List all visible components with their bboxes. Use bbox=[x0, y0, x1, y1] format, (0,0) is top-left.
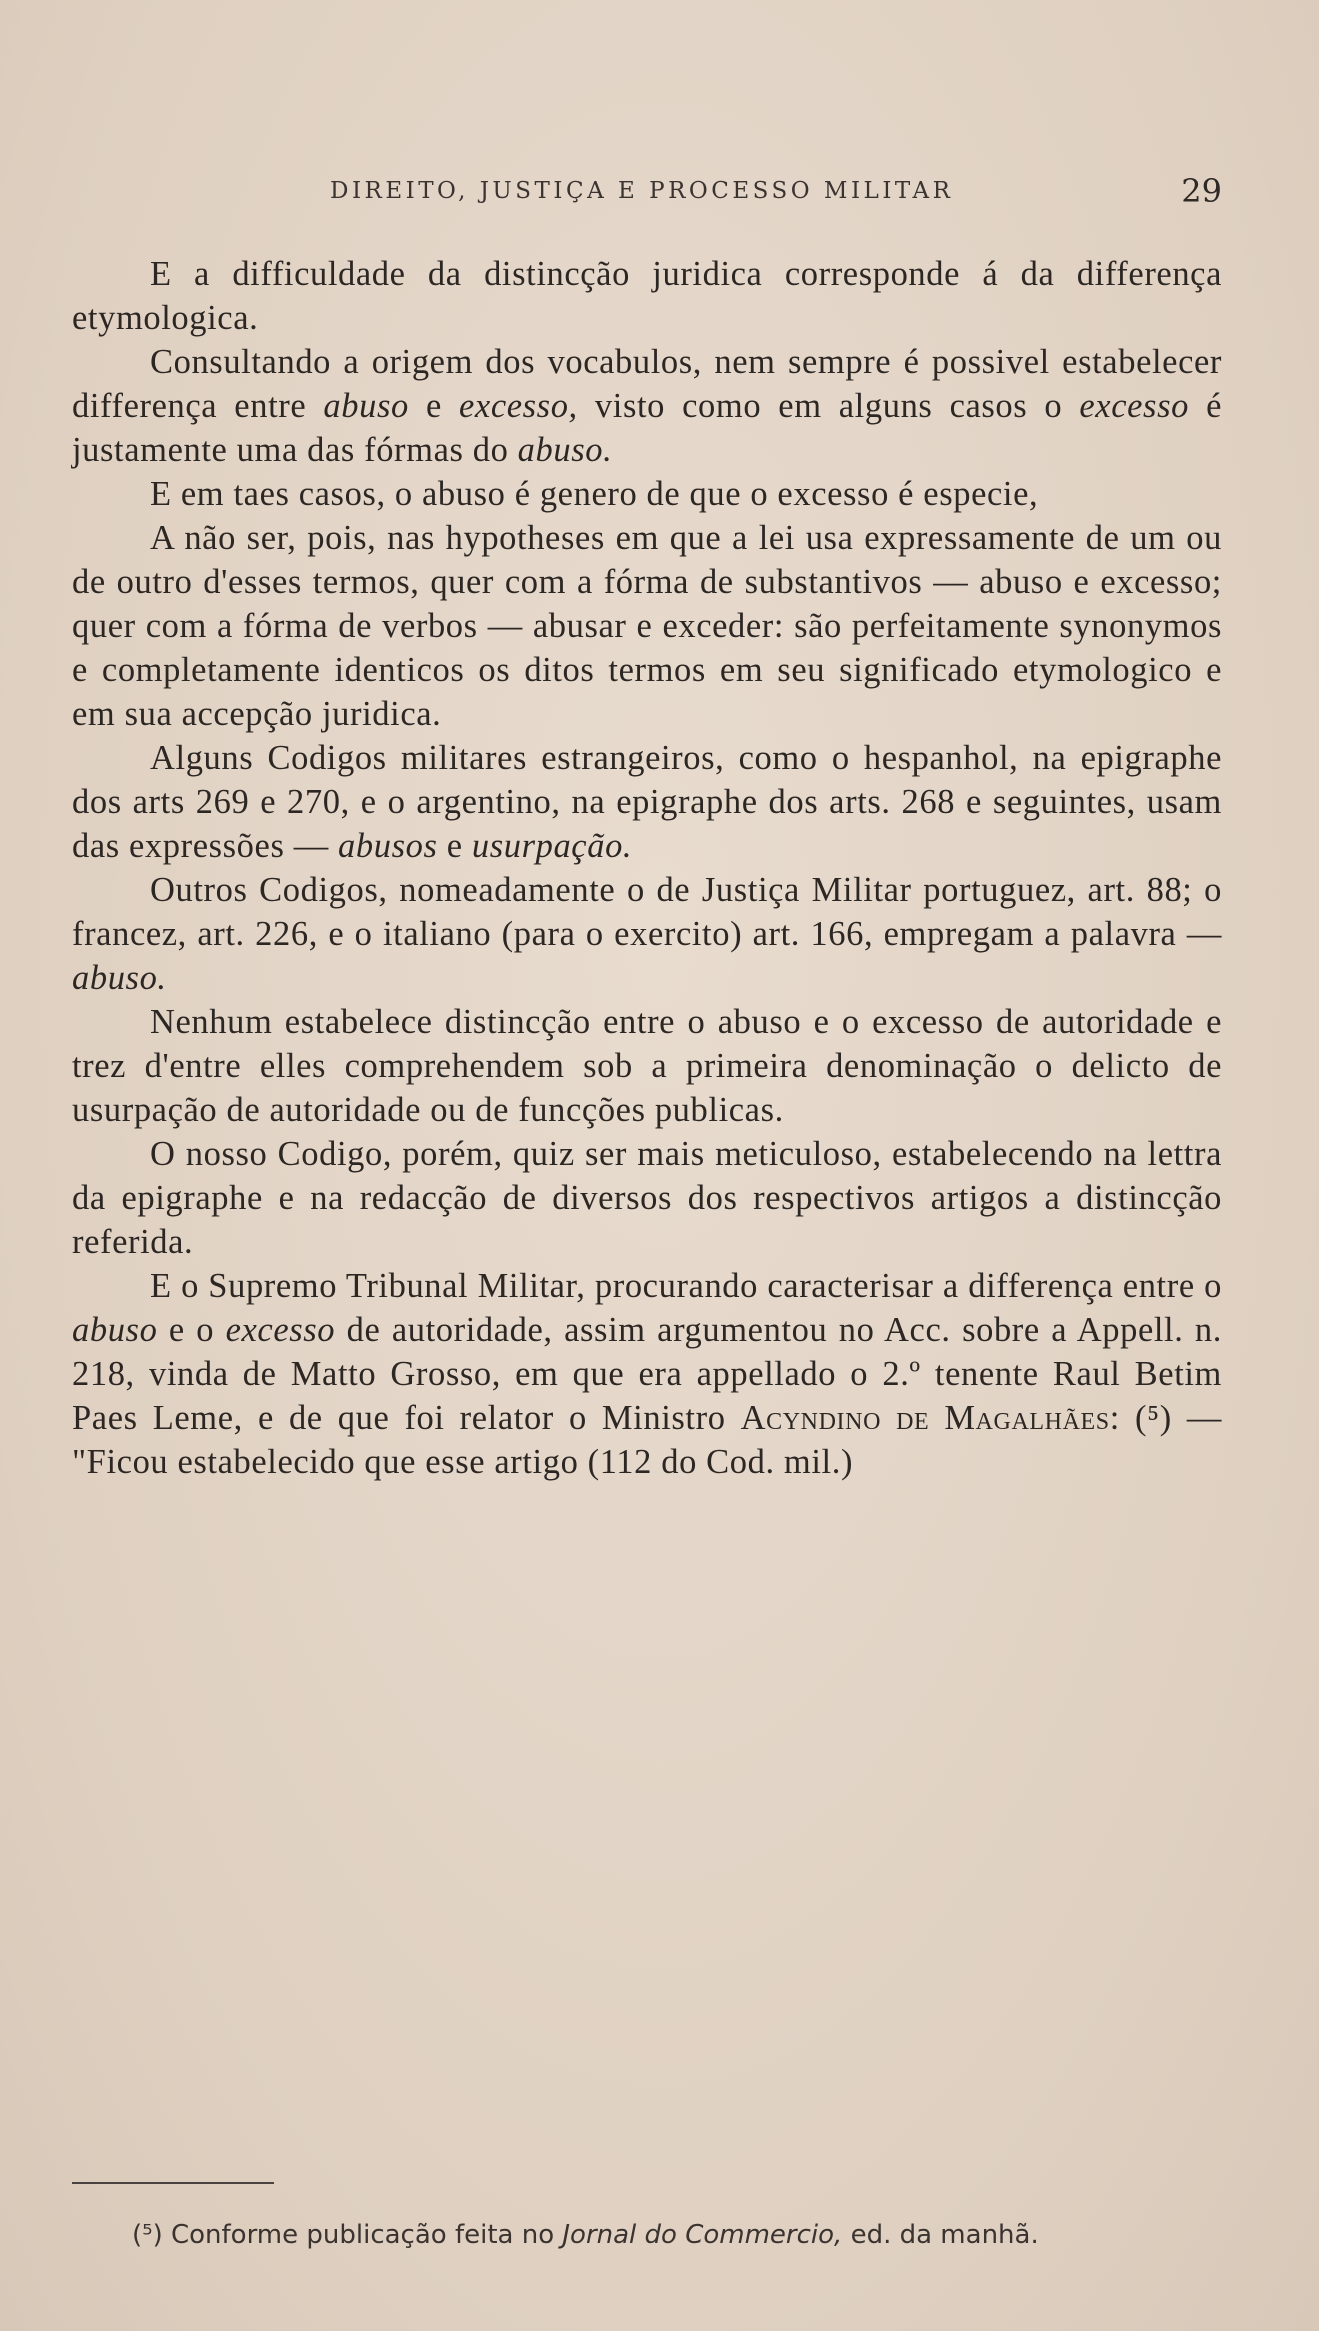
footnotes bbox=[72, 2217, 1192, 2253]
italic-text: abuso. bbox=[517, 431, 613, 469]
text-segment: E o Supremo Tribunal Militar, procurando caracterisar a differença entre o bbox=[150, 1267, 1222, 1305]
text-segment: é justamente uma das fórmas do bbox=[72, 387, 1222, 469]
italic-text: abuso bbox=[72, 1311, 158, 1349]
italic-text: usurpação. bbox=[471, 827, 633, 865]
italic-text: excesso, bbox=[459, 387, 578, 425]
italic-text: excesso bbox=[225, 1311, 336, 1349]
paragraph bbox=[72, 472, 1222, 516]
smallcaps-text: Acyndino de Magalhães bbox=[740, 1399, 1110, 1437]
text-segment: E em taes casos, o abuso é genero de que o excesso é especie, bbox=[150, 475, 1039, 513]
paragraph bbox=[72, 252, 1222, 340]
running-head bbox=[72, 172, 1222, 222]
paragraph bbox=[72, 868, 1222, 1000]
text-segment: de autoridade, assim argumentou no Acc. sobre a Appell. n. 218, vinda de Matto Grosso, em que era appellado o 2.º tenente Raul Betim Paes Leme, e de que foi relator o Ministro bbox=[72, 1311, 1222, 1437]
text-segment: ed. da manhã. bbox=[842, 2220, 1039, 2250]
paragraph bbox=[72, 516, 1222, 736]
paragraph bbox=[72, 1000, 1222, 1132]
text-segment: E a difficuldade da distincção juridica corresponde á da differença etymologica. bbox=[72, 255, 1222, 337]
paragraph bbox=[72, 736, 1222, 868]
footnote-divider bbox=[72, 2182, 274, 2184]
text-segment: Consultando a origem dos vocabulos, nem sempre é possivel estabelecer differença entre bbox=[72, 343, 1222, 425]
body-text bbox=[72, 252, 1222, 1484]
text-segment: e o bbox=[157, 1311, 226, 1349]
text-segment: Alguns Codigos militares estrangeiros, como o hespanhol, na epigraphe dos arts 269 e 270, e o argentino, na epigraphe dos arts. 268 e seguintes, usam das expressões — bbox=[72, 739, 1222, 865]
text-segment: Nenhum estabelece distincção entre o abuso e o excesso de autoridade e trez d'entre elles comprehendem sob a primeira denominação o delicto de usurpação de autoridade ou de funcções publicas. bbox=[72, 1003, 1222, 1129]
paragraph bbox=[72, 340, 1222, 472]
text-segment: visto como em alguns casos o bbox=[577, 387, 1080, 425]
paragraph bbox=[72, 1264, 1222, 1484]
page-number: 29 bbox=[1181, 172, 1222, 210]
book-page bbox=[72, 172, 1222, 2250]
italic-text: excesso bbox=[1079, 387, 1189, 425]
text-segment: A não ser, pois, nas hypotheses em que a lei usa expressamente de um ou de outro d'esses termos, quer com a fórma de substantivos — abuso e excesso; quer com a fórma de verbos — abusar e exceder: são perfeitamente synonymos e completamente identicos os ditos termos em seu significado etymologico e em sua accepção juridica. bbox=[72, 519, 1222, 733]
running-title: DIREITO, JUSTIÇA E PROCESSO MILITAR bbox=[330, 178, 954, 204]
footnote bbox=[72, 2217, 1192, 2253]
italic-text: abusos bbox=[338, 827, 438, 865]
italic-text: abuso. bbox=[72, 959, 167, 997]
text-segment: (⁵) Conforme publicação feita no bbox=[132, 2220, 563, 2250]
text-segment: : (⁵) — "Ficou estabelecido que esse artigo (112 do Cod. mil.) bbox=[72, 1399, 1222, 1481]
text-segment: O nosso Codigo, porém, quiz ser mais meticuloso, estabelecendo na lettra da epigraphe e na redacção de diversos dos respectivos artigos a distincção referida. bbox=[72, 1135, 1222, 1261]
text-segment: e bbox=[437, 827, 472, 865]
text-segment: Outros Codigos, nomeadamente o de Justiça Militar portuguez, art. 88; o francez, art. 226, e o italiano (para o exercito) art. 166, empregam a palavra — bbox=[72, 871, 1222, 953]
paragraph bbox=[72, 1132, 1222, 1264]
italic-text: Jornal do Commercio, bbox=[562, 2220, 843, 2250]
text-segment: e bbox=[408, 387, 459, 425]
italic-text: abuso bbox=[323, 387, 409, 425]
